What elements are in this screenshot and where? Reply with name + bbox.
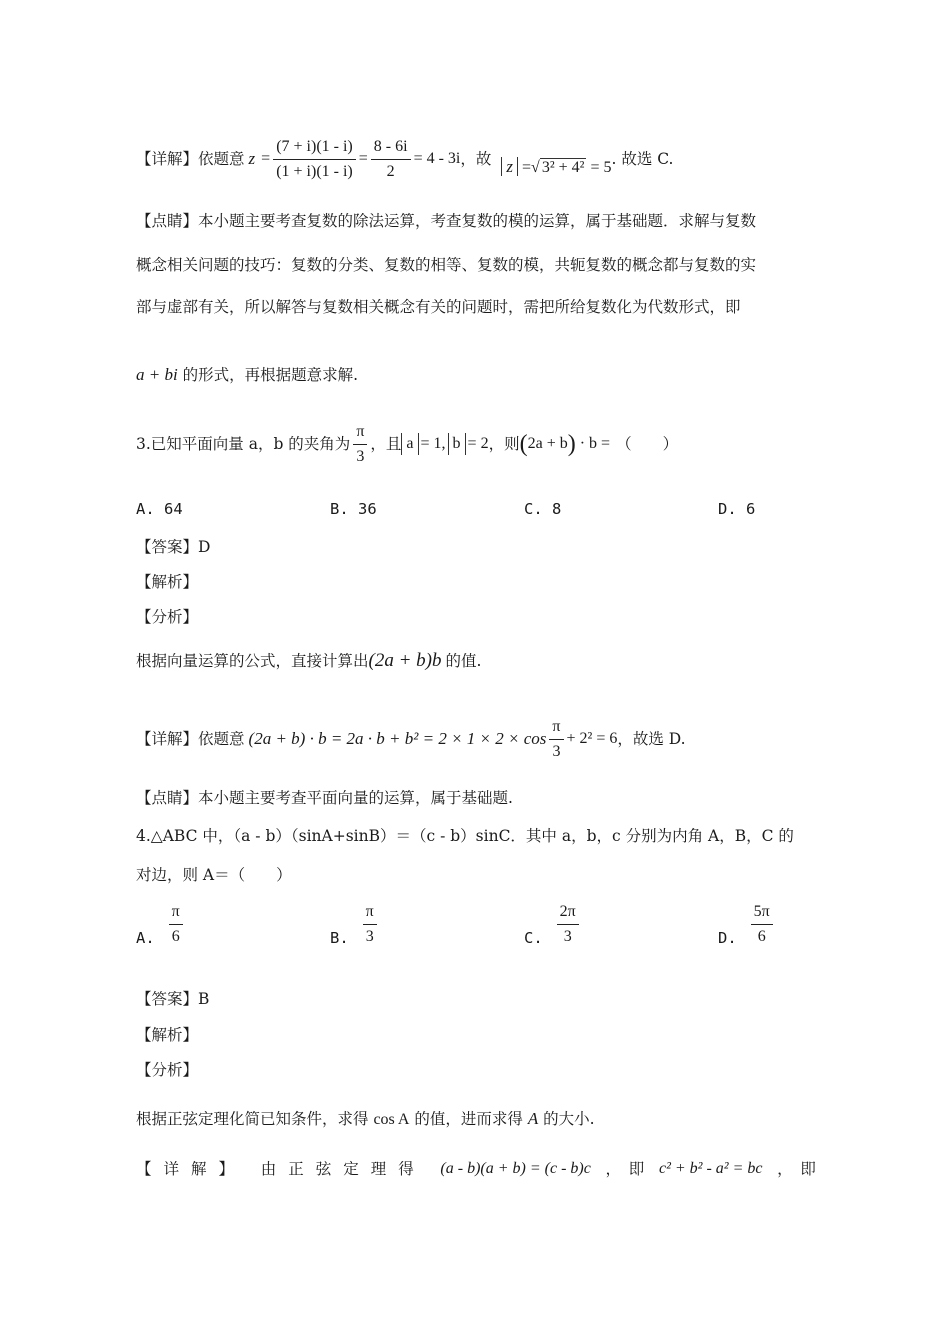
q3-option-d: D. 6 xyxy=(718,500,756,518)
q3-detail-text: 依题意 xyxy=(198,730,245,748)
comment-line-4 xyxy=(136,364,358,386)
q4-fenxi-text-b: 的值，进而求得 xyxy=(414,1110,523,1128)
choose-text: . 故选 C. xyxy=(611,150,674,168)
q4-detail-text: 由正弦定理得 xyxy=(260,1160,426,1178)
q4-option-d-label: D. xyxy=(718,928,737,947)
fraction-2-denominator: 2 xyxy=(386,162,395,180)
q3-angle-den: 3 xyxy=(356,447,365,465)
q4-detail-tag: 【详解】 xyxy=(136,1160,247,1178)
q3-fenxi: 【分析】 xyxy=(136,608,199,626)
fraction-1-numerator: (7 + i)(1 - i) xyxy=(273,137,356,160)
q4-detail-math2: c² + b² - a² = bc xyxy=(658,1160,763,1177)
q3-angle-fraction xyxy=(353,422,367,467)
q4-option-a xyxy=(136,902,186,947)
q3-dot-b: · b = xyxy=(579,435,611,452)
comment-text-1: 本小题主要考查复数的除法运算，考查复数的模的运算，属于基础题．求解与复数 xyxy=(198,212,757,230)
q3-fenxi-line xyxy=(136,650,481,672)
comment-tag: 【点睛】 xyxy=(136,212,199,230)
q4-fenxi-text-a: 根据正弦定理化简已知条件，求得 xyxy=(136,1110,369,1128)
fraction-1 xyxy=(273,137,356,182)
q4-option-c-label: C. xyxy=(524,928,543,947)
q4-option-a-den: 6 xyxy=(171,928,180,945)
q4-option-b-label: B. xyxy=(330,928,349,947)
q3-abs-b: b xyxy=(448,433,466,455)
q4-option-b-den: 3 xyxy=(365,928,374,945)
q3-detail-frac-den: 3 xyxy=(552,742,561,760)
comment-line-1 xyxy=(136,210,756,232)
abs-z: z xyxy=(501,157,518,176)
modulus-result: = 5 xyxy=(590,158,612,176)
q3-fenxi-text-b: 的值. xyxy=(445,652,482,670)
q3-detail-math-a: (2a + b) · b = 2a · b + b² = 2 × 1 × 2 × cos xyxy=(248,729,547,748)
q4-option-d-fraction xyxy=(751,902,773,947)
detail-tag: 【详解】 xyxy=(136,150,199,168)
comment-math: a + bi xyxy=(136,365,178,384)
q3-stem-a: 3.已知平面向量 a，b 的夹角为 xyxy=(136,435,351,453)
q3-option-b: B. 36 xyxy=(330,500,377,518)
q3-stem-c: ，则 xyxy=(488,435,520,453)
q3-fenxi-math: (2a + b)b xyxy=(368,650,442,671)
q4-analysis: 【解析】 xyxy=(136,1026,199,1044)
q4-stem-1: 4.△ABC 中，（a - b）（sinA+sinB）＝（c - b）sinC．其中 a，b，c 分别为内角 A，B，C 的 xyxy=(136,827,794,845)
comment-text-4: 的形式，再根据题意求解. xyxy=(182,366,359,384)
q3-expr: 2a + b xyxy=(527,435,568,452)
q3-detail-line xyxy=(136,714,686,764)
q4-fenxi-line xyxy=(136,1108,595,1131)
equals-sign-2: = xyxy=(358,150,368,167)
q3-option-a: A. 64 xyxy=(136,500,183,518)
equals-sign: = xyxy=(261,150,271,167)
q3-answer: 【答案】D xyxy=(136,538,211,556)
z-variable: z xyxy=(248,149,256,168)
q4-option-d xyxy=(718,902,776,947)
q3-comment-text: 本小题主要考查平面向量的运算，属于基础题. xyxy=(198,789,513,807)
q3-stem xyxy=(136,416,678,472)
q3-answer-paren: （ ） xyxy=(616,435,679,453)
q4-detail-math1: (a - b)(a + b) = (c - b)c xyxy=(440,1160,591,1177)
q4-fenxi: 【分析】 xyxy=(136,1061,199,1079)
q4-fenxi-math1 xyxy=(373,1111,409,1128)
q3-detail-end: ，故选 D. xyxy=(617,730,686,748)
q4-stem-2: 对边，则 A＝（ ） xyxy=(136,866,292,884)
q3-fenxi-text-a: 根据向量运算的公式，直接计算出 xyxy=(136,652,369,670)
q3-analysis: 【解析】 xyxy=(136,573,199,591)
q4-option-c-num: 2π xyxy=(557,902,579,925)
q3-comment-tag: 【点睛】 xyxy=(136,789,199,807)
q3-eq2: = 2 xyxy=(467,435,489,452)
therefore-text: ，故 xyxy=(460,150,492,168)
q3-angle-num: π xyxy=(353,422,367,445)
q3-paren-open: ( xyxy=(519,431,528,457)
q4-option-b-num: π xyxy=(363,902,377,925)
q4-option-b xyxy=(330,902,380,947)
q3-comment xyxy=(136,787,513,809)
q3-paren-close: ) xyxy=(567,431,576,457)
q3-abs-a: a xyxy=(401,433,418,455)
q4-option-c-den: 3 xyxy=(563,928,572,945)
result-value: = 4 - 3i xyxy=(413,150,461,167)
q4-detail-end: ， 即 xyxy=(777,1160,816,1178)
q4-detail-mid: ， 即 xyxy=(605,1160,645,1178)
q4-option-c-fraction xyxy=(557,902,579,947)
modulus-expression: z =√ 3² + 4² = 5 xyxy=(501,156,611,179)
q4-option-d-den: 6 xyxy=(757,928,766,945)
q3-stem-b: ，且 xyxy=(370,435,402,453)
q3-eq1: = 1, xyxy=(420,435,446,452)
q3-option-c: C. 8 xyxy=(524,500,562,518)
q4-fenxi-text-c: 的大小. xyxy=(543,1110,595,1128)
q3-detail-frac-num: π xyxy=(549,717,563,740)
q4-option-a-fraction xyxy=(169,902,183,947)
detail-text: 依题意 xyxy=(198,150,245,168)
detail-line-1 xyxy=(136,134,673,184)
q4-option-d-num: 5π xyxy=(751,902,773,925)
q4-answer: 【答案】B xyxy=(136,990,210,1008)
q4-detail-line xyxy=(136,1158,816,1180)
sqrt-expression: 3² + 4² xyxy=(541,158,585,176)
q4-option-c xyxy=(524,902,582,947)
fraction-2 xyxy=(371,137,411,182)
q3-detail-tag: 【详解】 xyxy=(136,730,199,748)
q4-fenxi-math1-text: cos A xyxy=(373,1111,410,1128)
q4-option-a-label: A. xyxy=(136,928,155,947)
q3-detail-fraction xyxy=(549,717,563,762)
q4-option-a-num: π xyxy=(169,902,183,925)
q3-detail-math-b: + 2² = 6 xyxy=(566,730,618,747)
comment-line-3: 部与虚部有关，所以解答与复数相关概念有关的问题时，需把所给复数化为代数形式，即 xyxy=(136,298,741,316)
fraction-2-numerator: 8 - 6i xyxy=(371,137,411,160)
q4-fenxi-math2: A xyxy=(527,1109,539,1128)
q4-option-b-fraction xyxy=(363,902,377,947)
fraction-1-denominator: (1 + i)(1 - i) xyxy=(276,162,353,180)
comment-line-2: 概念相关问题的技巧：复数的分类、复数的相等、复数的模，共轭复数的概念都与复数的实 xyxy=(136,256,757,274)
